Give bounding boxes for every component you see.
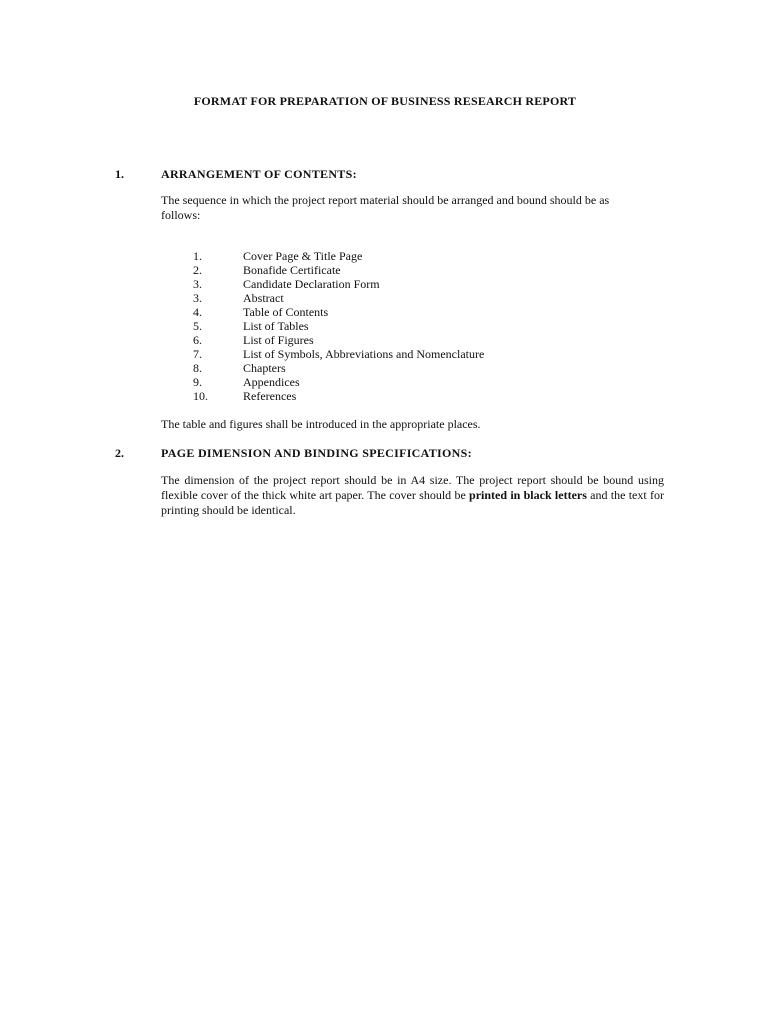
section-1-intro: The sequence in which the project report material should be arranged and bound should be as follows: <box>161 193 610 222</box>
list-item <box>193 319 484 333</box>
list-item-text: Abstract <box>243 291 284 305</box>
list-item-number: 5. <box>193 319 202 333</box>
list-item <box>193 361 484 375</box>
list-item-number: 2. <box>193 263 202 277</box>
section-2-body-text-end: and the text for printing should be identical. <box>161 488 664 517</box>
document-title: FORMAT FOR PREPARATION OF BUSINESS RESEARCH REPORT <box>193 94 577 108</box>
list-item-number: 7. <box>193 347 202 361</box>
section-2-body <box>161 473 664 518</box>
list-item-number: 1. <box>193 249 202 263</box>
list-item <box>193 305 484 319</box>
list-item-text: List of Figures <box>243 333 314 347</box>
section-2-heading: PAGE DIMENSION AND BINDING SPECIFICATIONS: <box>161 446 472 460</box>
list-item <box>193 277 484 291</box>
list-item-text: List of Symbols, Abbreviations and Nomenclature <box>243 347 485 361</box>
list-item <box>193 263 484 277</box>
list-item <box>193 389 484 403</box>
section-2-body-emphasis: printed in black letters <box>469 488 587 502</box>
section-1-heading: ARRANGEMENT OF CONTENTS: <box>161 167 357 181</box>
list-item <box>193 333 484 347</box>
section-1-number: 1. <box>115 167 124 181</box>
list-item-number: 4. <box>193 305 202 319</box>
list-item <box>193 347 484 361</box>
section-2-number: 2. <box>115 446 124 460</box>
list-item-text: Candidate Declaration Form <box>243 277 380 291</box>
list-item-text: References <box>243 389 297 403</box>
list-item-number: 3. <box>193 291 202 305</box>
list-item-text: Appendices <box>243 375 300 389</box>
list-item-text: Chapters <box>243 361 286 375</box>
list-item <box>193 249 484 263</box>
list-item-number: 9. <box>193 375 202 389</box>
list-item-number: 8. <box>193 361 202 375</box>
list-item <box>193 291 484 305</box>
list-item-text: Bonafide Certificate <box>243 263 341 277</box>
list-item <box>193 375 484 389</box>
list-item-text: Cover Page & Title Page <box>243 249 363 263</box>
list-item-text: Table of Contents <box>243 305 329 319</box>
section-1-closing: The table and figures shall be introduced in the appropriate places. <box>161 417 481 431</box>
list-item-number: 10. <box>193 389 208 403</box>
list-item-text: List of Tables <box>243 319 309 333</box>
list-item-number: 6. <box>193 333 202 347</box>
contents-list <box>193 249 484 403</box>
list-item-number: 3. <box>193 277 202 291</box>
section-2-body-text: The dimension of the project report should be in A4 size. The project report should be bound using flexible cover of the thick white art paper. The cover should be <box>161 473 664 502</box>
